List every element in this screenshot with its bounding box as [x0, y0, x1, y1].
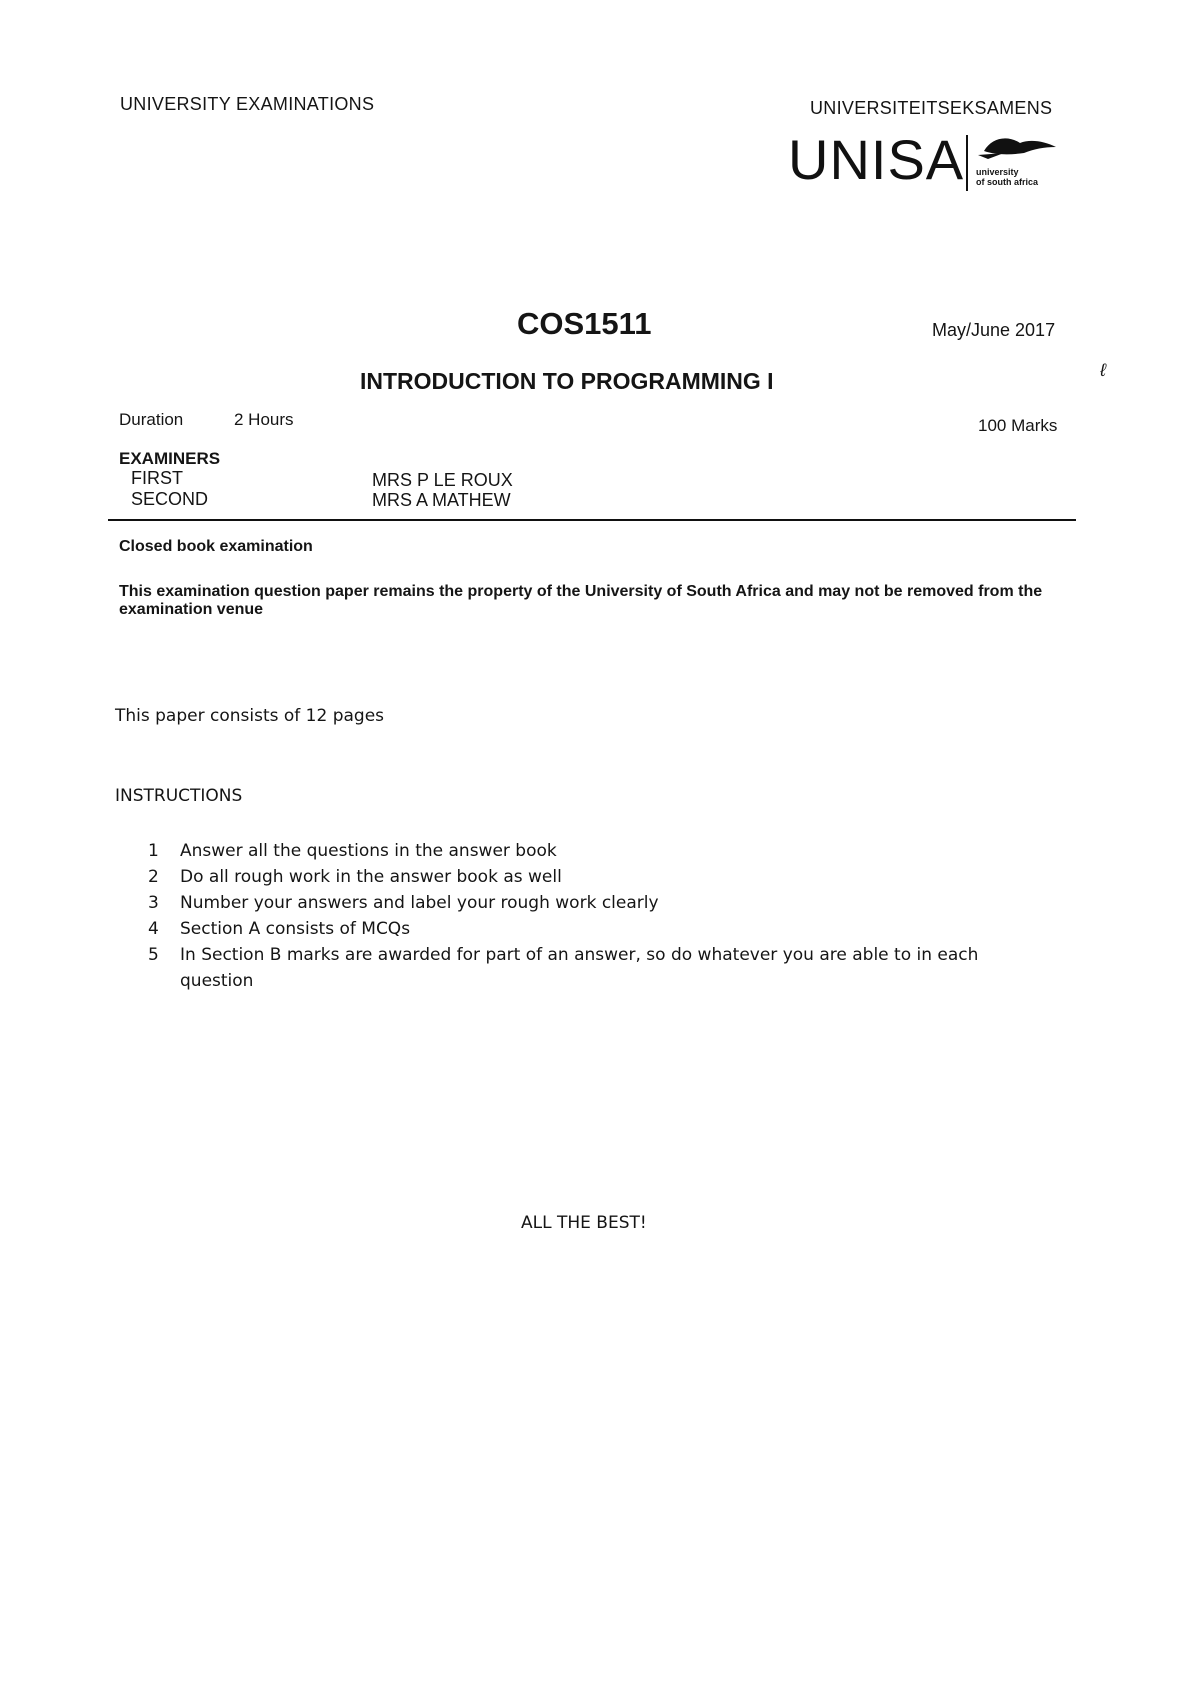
instructions-heading: INSTRUCTIONS: [115, 786, 243, 806]
closed-book-notice: Closed book examination: [119, 538, 313, 555]
header-divider: [108, 519, 1076, 521]
page-count: This paper consists of 12 pages: [115, 706, 385, 726]
instruction-number: 5: [148, 945, 159, 965]
instruction-text: Answer all the questions in the answer book: [180, 841, 557, 861]
instruction-text: Number your answers and label your rough work clearly: [180, 893, 659, 913]
closing-message: ALL THE BEST!: [521, 1213, 647, 1233]
course-title: INTRODUCTION TO PROGRAMMING I: [360, 368, 774, 394]
instruction-text: In Section B marks are awarded for part of an answer, so do whatever you are able to in each question: [180, 945, 979, 991]
header-right-title: UNIVERSITEITSEKSAMENS: [810, 98, 1053, 118]
duration-value: 2 Hours: [234, 410, 294, 429]
logo-wordmark: UNISA: [788, 128, 965, 191]
header-left-title: UNIVERSITY EXAMINATIONS: [120, 94, 375, 114]
instruction-item: [148, 916, 1048, 942]
bird-emblem-icon: [974, 133, 1058, 161]
instructions-list: [148, 838, 1048, 994]
instruction-number: 2: [148, 867, 159, 887]
instruction-item: [148, 890, 1048, 916]
property-notice: This examination question paper remains the property of the University of South Africa and may not be removed from the examination venue: [119, 583, 1043, 618]
logo-subtitle-line1: university: [976, 167, 1019, 177]
instruction-item: [148, 942, 1048, 994]
exam-date: May/June 2017: [932, 320, 1056, 340]
first-examiner-name: MRS P LE ROUX: [372, 470, 513, 490]
examiners-heading: EXAMINERS: [119, 449, 221, 468]
second-examiner-role: SECOND: [131, 489, 209, 509]
instruction-item: [148, 838, 1048, 864]
instruction-text: Section A consists of MCQs: [180, 919, 411, 939]
total-marks: 100 Marks: [978, 416, 1058, 435]
instruction-number: 4: [148, 919, 159, 939]
first-examiner-role: FIRST: [131, 468, 183, 488]
instruction-text: Do all rough work in the answer book as well: [180, 867, 562, 887]
logo-subtitle-line2: of south africa: [976, 177, 1039, 187]
course-code: COS1511: [517, 306, 652, 341]
instruction-number: 3: [148, 893, 159, 913]
instruction-item: [148, 864, 1048, 890]
logo-divider: [966, 135, 968, 191]
duration-label: Duration: [119, 410, 184, 429]
second-examiner-name: MRS A MATHEW: [372, 490, 511, 510]
unisa-logo: [788, 128, 1058, 201]
instruction-number: 1: [148, 841, 159, 861]
stray-pen-mark: ℓ: [1100, 360, 1106, 380]
